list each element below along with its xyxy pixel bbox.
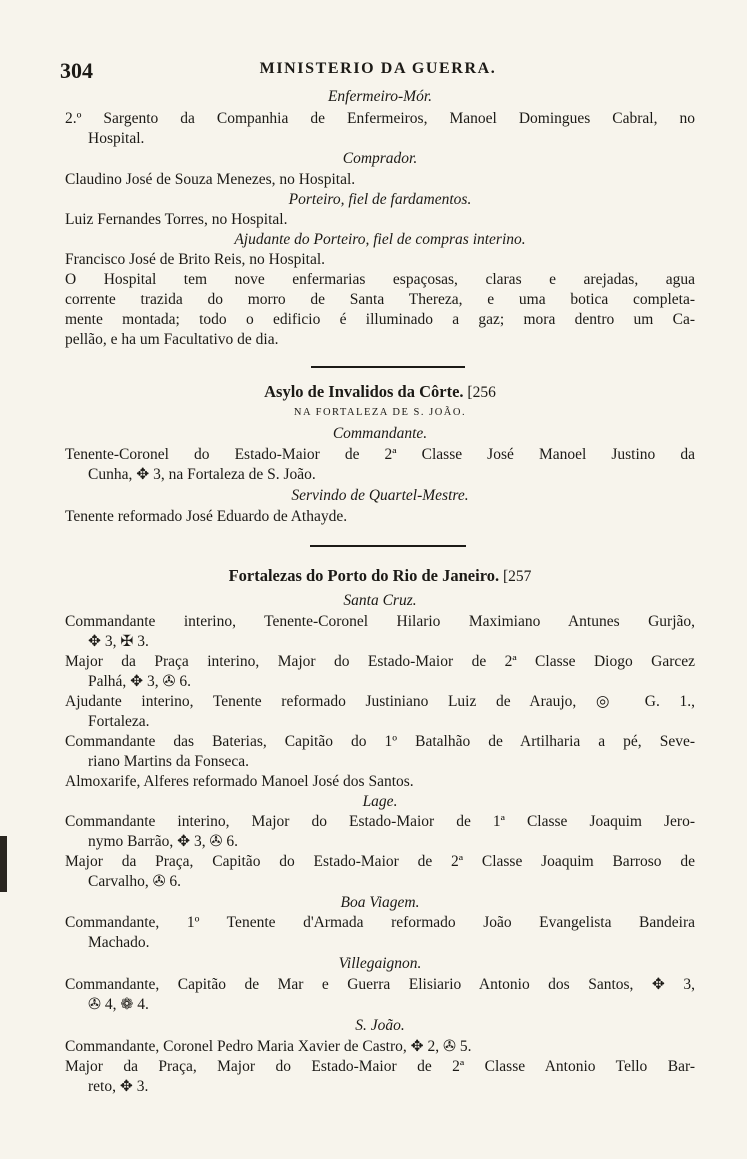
entry-villegaignon-commandante-cont: ✇ 4, ❁ 4. xyxy=(88,996,149,1013)
entry-commandante-interino-cont: ✥ 3, ✠ 3. xyxy=(88,633,149,650)
heading-quartel-mestre: Servindo de Quartel-Mestre. xyxy=(291,487,469,504)
entry-tenente-coronel-cont: Cunha, ✥ 3, na Fortaleza de S. João. xyxy=(88,466,316,483)
heading-s-joao: S. João. xyxy=(355,1017,405,1034)
entry-s-joao-major-cont: reto, ✥ 3. xyxy=(88,1078,149,1095)
section-title-fortalezas xyxy=(65,566,695,587)
entry-commandante-baterias: Commandante das Baterias, Capitão do 1º Batalhão de Artilharia a pé, Seve- xyxy=(65,733,695,750)
heading-villegaignon: Villegaignon. xyxy=(338,955,422,972)
entry-lage-commandante: Commandante interino, Major do Estado-Maior de 1ª Classe Joaquim Jero- xyxy=(65,813,695,830)
entry-tenente-coronel: Tenente-Coronel do Estado-Maior de 2ª Classe José Manoel Justino da xyxy=(65,446,695,463)
entry-lage-commandante-cont: nymo Barrão, ✥ 3, ✇ 6. xyxy=(88,833,238,850)
section-title-text: Asylo de Invalidos da Côrte. xyxy=(264,382,464,401)
entry-villegaignon-commandante: Commandante, Capitão de Mar e Guerra Elisiario Antonio dos Santos, ✥ 3, xyxy=(65,976,695,993)
running-title: MINISTERIO DA GUERRA. xyxy=(259,60,497,77)
entry-boa-viagem-commandante: Commandante, 1º Tenente d'Armada reformado João Evangelista Bandeira xyxy=(65,914,695,931)
section-title-text: Fortalezas do Porto do Rio de Janeiro. xyxy=(228,566,500,585)
entry-tenente-reformado: Tenente reformado José Eduardo de Athayde. xyxy=(65,508,348,525)
section-title-asylo xyxy=(65,382,695,403)
entry-ajudante-interino: Ajudante interino, Tenente reformado Justiniano Luiz de Araujo, ◎ G. 1., xyxy=(65,693,695,710)
entry-sargento-cont: Hospital. xyxy=(88,130,145,147)
entry-s-joao-major: Major da Praça, Major do Estado-Maior de 2ª Classe Antonio Tello Bar- xyxy=(65,1058,695,1075)
section-number: [256 xyxy=(467,384,496,401)
entry-francisco: Francisco José de Brito Reis, no Hospital. xyxy=(65,251,326,268)
section-divider xyxy=(310,545,466,547)
entry-major-praca-cont: Palhá, ✥ 3, ✇ 6. xyxy=(88,673,192,690)
heading-lage: Lage. xyxy=(362,793,398,810)
heading-commandante: Commandante. xyxy=(332,425,428,442)
entry-commandante-interino: Commandante interino, Tenente-Coronel Hilario Maximiano Antunes Gurjão, xyxy=(65,613,695,630)
entry-s-joao-commandante: Commandante, Coronel Pedro Maria Xavier de Castro, ✥ 2, ✇ 5. xyxy=(65,1038,472,1055)
section-number: [257 xyxy=(503,568,532,585)
heading-porteiro: Porteiro, fiel de fardamentos. xyxy=(288,191,472,208)
entry-commandante-baterias-cont: riano Martins da Fonseca. xyxy=(88,753,249,770)
heading-comprador: Comprador. xyxy=(342,150,418,167)
entry-lage-major: Major da Praça, Capitão do Estado-Maior de 2ª Classe Joaquim Barroso de xyxy=(65,853,695,870)
heading-ajudante-porteiro: Ajudante do Porteiro, fiel de compras interino. xyxy=(234,231,526,248)
heading-boa-viagem: Boa Viagem. xyxy=(340,894,420,911)
section-divider xyxy=(311,366,465,368)
entry-claudino: Claudino José de Souza Menezes, no Hospital. xyxy=(65,171,356,188)
entry-major-praca: Major da Praça interino, Major do Estado-Maior de 2ª Classe Diogo Garcez xyxy=(65,653,695,670)
paragraph-line-2: corrente trazida do morro de Santa Thereza, e uma botica completa- xyxy=(65,291,695,308)
paragraph-line-4: pellão, e ha um Facultativo de dia. xyxy=(65,331,279,348)
paragraph-line-1: O Hospital tem nove enfermarias espaçosas, claras e arejadas, agua xyxy=(65,271,695,288)
page-edge-mark xyxy=(0,836,7,892)
location-fortaleza-s-joao: NA FORTALEZA DE S. JOÃO. xyxy=(293,407,467,418)
page-header xyxy=(60,58,696,86)
entry-lage-major-cont: Carvalho, ✇ 6. xyxy=(88,873,182,890)
heading-santa-cruz: Santa Cruz. xyxy=(343,592,417,609)
entry-ajudante-interino-cont: Fortaleza. xyxy=(88,713,150,730)
entry-almoxarife: Almoxarife, Alferes reformado Manoel José dos Santos. xyxy=(65,773,414,790)
entry-luiz: Luiz Fernandes Torres, no Hospital. xyxy=(65,211,288,228)
paragraph-line-3: mente montada; todo o edificio é illuminado a gaz; mora dentro um Ca- xyxy=(65,311,695,328)
entry-boa-viagem-commandante-cont: Machado. xyxy=(88,934,150,951)
heading-enfermeiro-mor: Enfermeiro-Mór. xyxy=(327,88,433,105)
page-number: 304 xyxy=(60,58,93,83)
entry-sargento: 2.º Sargento da Companhia de Enfermeiros, Manoel Domingues Cabral, no xyxy=(65,110,695,127)
